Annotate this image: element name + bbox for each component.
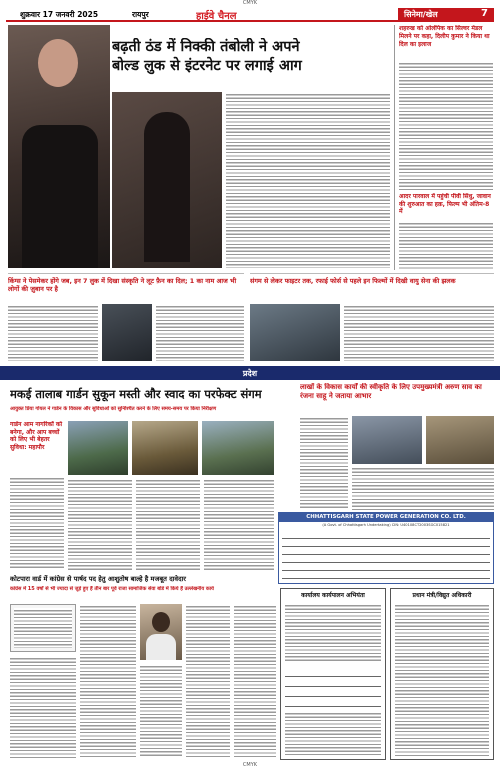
pradesh-sidebar-quote: गार्डन आम नागरिकों को बनेगा, और आप बच्चों को लिए भी बेहतर सुविधा: महापौर bbox=[10, 421, 63, 451]
lead-photo-dress bbox=[22, 125, 98, 268]
right-story1-text bbox=[399, 61, 493, 191]
mid-right-headline: संगम से लेकर फाइटर तक, रफाई फोर्स से पहले इन फिल्मों में दिखी वायु सेना की झलक bbox=[250, 277, 456, 285]
notice1-title: कार्यालय कार्यपालन अभियंता bbox=[301, 592, 365, 599]
bottom-subhead: कांग्रेस में 15 वर्षों से भी ज्यादा से जुड़े हुए हैं तीन बार पूर्व राजा सामाजिक सेवा बोर्ड में किये हैं उल्लेखनीय कार्य bbox=[10, 586, 214, 592]
tender-table bbox=[282, 531, 490, 581]
cmyk-marker-bottom: CMYK bbox=[242, 762, 258, 768]
issue-date: शुक्रवार 17 जनवरी 2025 bbox=[20, 10, 99, 19]
mid-right-text bbox=[344, 304, 494, 361]
mid-left-headline: किंग्स ने पेसमेकर होंगे जब, इन 7 लुक में दिखा संस्कृति ने लूट फ़ैन का दिल; 1 का नाम आज भी लोगों की ज़ुबान पर है bbox=[8, 277, 237, 293]
notice1-text bbox=[285, 603, 381, 663]
bottom-portrait bbox=[140, 604, 182, 660]
pradesh-photo1 bbox=[68, 421, 128, 475]
pradesh-text-col2 bbox=[68, 478, 132, 570]
bottom-headline: कोटपारा वार्ड में कांग्रेस से पार्षद पद हेतु आशुतोष बाल्हे है मजबूत दावेदार bbox=[10, 575, 186, 583]
city-name: रायपुर bbox=[132, 10, 149, 19]
section-tab bbox=[398, 8, 494, 21]
mid-right-photo bbox=[250, 304, 340, 361]
pradesh-headline: मकई तालाब गार्डन सुकून मस्ती और स्वाद का परफेक्ट संगम bbox=[10, 387, 262, 401]
pradesh-text-col4 bbox=[204, 478, 274, 570]
section-name: सिनेमा/खेल bbox=[404, 10, 438, 19]
bottom-left-box-text bbox=[14, 608, 72, 648]
right-story1-headline: शहरुख को ओलंपिक का सिल्वर मेडल मिलने पर कहा, दिलीप कुमार ने किया था दिल का इलाज bbox=[399, 25, 490, 48]
lead-headline bbox=[112, 38, 390, 80]
lead-photo-face bbox=[38, 39, 78, 87]
page-number: 7 bbox=[481, 8, 488, 19]
mid-left-story bbox=[8, 273, 244, 361]
cmyk-marker-top: CMYK bbox=[242, 0, 258, 6]
lead-body-text bbox=[226, 92, 390, 268]
pradesh-subhead: आयुक्त प्रिया गोयल ने गार्डन के विकास और सुविधाओं को सुनिश्चित करने के लिए समय-समय पर किया निरीक्षण bbox=[10, 406, 217, 412]
inset-figure bbox=[144, 112, 190, 262]
bottom-text-col2 bbox=[80, 604, 136, 758]
pradesh-text-col3 bbox=[136, 478, 200, 570]
lead-headline-line2: बोल्ड लुक से इंटरनेट पर लगाई आग bbox=[112, 58, 302, 74]
bottom-text-col1 bbox=[10, 656, 76, 758]
lead-headline-line1: बढ़ती ठंड में निक्की तंबोली ने अपने bbox=[112, 39, 300, 55]
notice2-title: प्रधान मंत्री/विद्युत अधिकारी bbox=[412, 592, 472, 599]
right-pradesh-photo1 bbox=[352, 416, 422, 464]
right-pradesh-text-a bbox=[300, 416, 348, 510]
portrait-head bbox=[152, 612, 170, 632]
pradesh-text-col1 bbox=[10, 476, 64, 570]
bottom-text-col5 bbox=[234, 604, 276, 758]
right-pradesh-text-b bbox=[352, 466, 494, 510]
notice-box-2 bbox=[390, 588, 494, 760]
notice-box-1 bbox=[280, 588, 386, 760]
right-column bbox=[394, 25, 494, 270]
bottom-text-col4 bbox=[186, 604, 230, 758]
masthead-bar bbox=[6, 8, 494, 22]
right-pradesh-photo2 bbox=[426, 416, 494, 464]
notice2-text bbox=[395, 603, 489, 757]
notice1-table bbox=[285, 667, 381, 707]
mid-left-photo bbox=[102, 304, 152, 361]
lead-inset-photo bbox=[112, 92, 222, 268]
pradesh-label: प्रदेश bbox=[242, 369, 258, 378]
pradesh-band bbox=[0, 366, 500, 380]
notice1-text-b bbox=[285, 711, 381, 757]
tender-subline: (A Govt. of Chhattisgarh Undertaking) CIN: U40108CT2003SGC015821 bbox=[322, 523, 450, 527]
portrait-body bbox=[146, 634, 176, 660]
mid-left-text-b bbox=[156, 304, 244, 361]
bottom-left-box bbox=[10, 604, 76, 652]
brand-logo: हाईवे चैनल bbox=[196, 11, 237, 21]
mid-left-text-a bbox=[8, 304, 98, 361]
lead-photo bbox=[8, 25, 110, 268]
pradesh-photo3 bbox=[202, 421, 274, 475]
tender-company: CHHATTISGARH STATE POWER GENERATION CO. LTD. bbox=[279, 513, 493, 522]
mid-right-story bbox=[250, 273, 494, 361]
right-pradesh-headline: लाखों के विकास कार्यों की स्वीकृति के लिए उपमुख्यमंत्री अरुण साव का रंजना साहू ने जताया आभार bbox=[300, 383, 482, 400]
bottom-text-col3 bbox=[140, 664, 182, 758]
right-story2-text bbox=[399, 221, 493, 269]
tender-notice bbox=[278, 512, 494, 584]
pradesh-photo2 bbox=[132, 421, 198, 475]
right-story2-headline: आदर पारवाल में पहुंची पीवी सिंधु, जावान की शुरुआत का हक़, फिल्म भी अंतिम-8 में bbox=[399, 193, 491, 215]
